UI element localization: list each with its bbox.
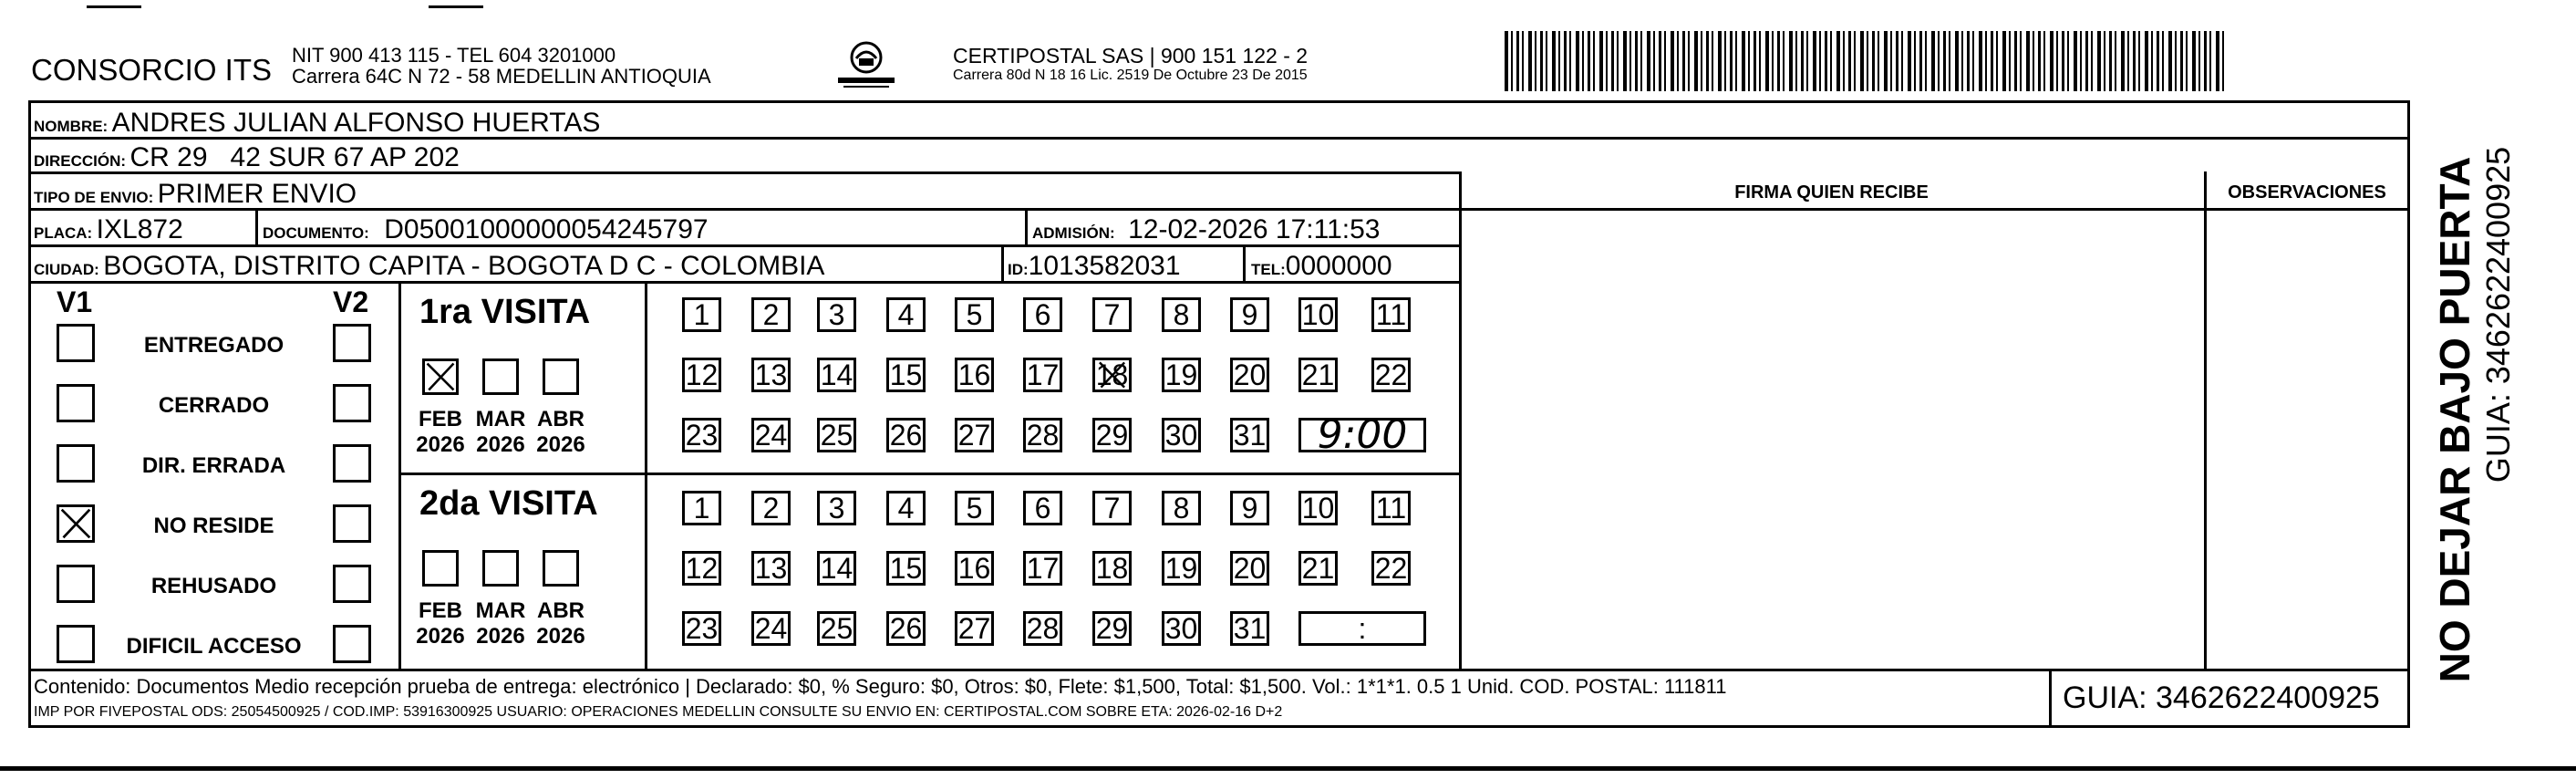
day-box[interactable] (955, 551, 994, 586)
day-number: 12 (685, 358, 719, 391)
footer-print-info: IMP POR FIVEPOSTAL ODS: 25054500925 / COD.IMP: 53916300925 USUARIO: OPERACIONES MEDELLIN CONSULTE SU ENVIO EN: CERTIPOSTAL.COM SOBRE ETA: 2026-02-16 D+2 (34, 704, 1283, 720)
v1-checkbox[interactable] (57, 565, 95, 603)
plate: IXL872 (96, 214, 183, 244)
day-number: 17 (1026, 358, 1060, 391)
day-box[interactable] (682, 418, 721, 452)
v2-checkbox[interactable] (333, 384, 371, 422)
v2-checkbox[interactable] (333, 565, 371, 603)
day-box[interactable] (1023, 418, 1062, 452)
day-number: 20 (1233, 552, 1267, 585)
recipient-address: CR 29 42 SUR 67 AP 202 (129, 142, 460, 172)
day-box[interactable] (682, 491, 721, 525)
day-box[interactable] (1298, 491, 1338, 525)
day-number: 14 (820, 552, 853, 585)
month-year: 2026 (536, 431, 585, 457)
id-number: 1013582031 (1028, 251, 1181, 281)
day-box[interactable] (955, 418, 994, 452)
day-box[interactable] (1092, 297, 1132, 332)
month-name: FEB (419, 407, 462, 431)
day-box[interactable] (751, 358, 791, 392)
day-box[interactable] (817, 551, 856, 586)
day-box[interactable] (751, 491, 791, 525)
day-box[interactable] (1162, 611, 1201, 646)
time-box[interactable] (1298, 411, 1426, 458)
day-number: 26 (889, 419, 923, 452)
telephone: 0000000 (1285, 251, 1392, 281)
day-number: 19 (1164, 552, 1198, 585)
day-box[interactable] (1162, 418, 1201, 452)
day-number: 13 (754, 358, 788, 391)
month-label (533, 598, 588, 649)
scan-mark (429, 5, 483, 8)
recipient-name: ANDRES JULIAN ALFONSO HUERTAS (111, 108, 601, 138)
day-number: 18 (1095, 358, 1129, 391)
day-box[interactable] (886, 551, 926, 586)
day-number: 7 (1103, 298, 1121, 331)
direccion-label: DIRECCIÓN: (34, 152, 127, 170)
day-number: 17 (1026, 552, 1060, 585)
month-year: 2026 (476, 431, 525, 457)
document-number: D05001000000054245797 (384, 214, 709, 244)
month-name: MAR (475, 598, 526, 623)
month-name: ABR (537, 598, 585, 623)
day-number: 28 (1026, 419, 1060, 452)
day-number: 22 (1374, 552, 1408, 585)
status-label: CERRADO (158, 393, 270, 418)
month-label (413, 598, 468, 649)
day-number: 21 (1301, 552, 1335, 585)
day-box[interactable] (1092, 551, 1132, 586)
tel-label: TEL: (1251, 261, 1286, 278)
day-number: 26 (889, 612, 923, 645)
day-number: 31 (1233, 612, 1267, 645)
day-box[interactable] (1230, 551, 1269, 586)
day-box[interactable] (1371, 491, 1411, 525)
no-dejar-bajo-puerta: NO DEJAR BAJO PUERTA (2431, 156, 2478, 683)
day-box[interactable] (955, 611, 994, 646)
v1-checkbox[interactable] (57, 504, 95, 543)
day-number: 19 (1164, 358, 1198, 391)
day-box[interactable] (1023, 491, 1062, 525)
vertical-guia: GUIA: 3462622400925 (2479, 146, 2517, 483)
day-number: 1 (693, 492, 710, 525)
v2-checkbox[interactable] (333, 504, 371, 543)
day-box[interactable] (955, 491, 994, 525)
month-label (413, 407, 468, 457)
day-box[interactable] (886, 297, 926, 332)
day-number: 4 (897, 298, 915, 331)
month-name: ABR (537, 407, 585, 431)
month-checkbox[interactable] (422, 358, 459, 395)
day-number: 3 (828, 492, 845, 525)
day-number: 29 (1095, 612, 1129, 645)
day-number: 16 (957, 552, 991, 585)
day-box[interactable] (1023, 551, 1062, 586)
barcode (1505, 31, 2225, 91)
day-number: 30 (1164, 612, 1198, 645)
day-number: 3 (828, 298, 845, 331)
day-number: 24 (754, 612, 788, 645)
tipo-label: TIPO DE ENVIO: (34, 189, 154, 206)
city: BOGOTA, DISTRITO CAPITA - BOGOTA D C - COLOMBIA (103, 251, 825, 281)
day-box[interactable] (1230, 611, 1269, 646)
v1-checkbox[interactable] (57, 324, 95, 362)
v1-checkbox[interactable] (57, 384, 95, 422)
day-box[interactable] (886, 491, 926, 525)
month-name: MAR (475, 407, 526, 431)
admision-label: ADMISIÓN: (1032, 224, 1115, 242)
day-number: 10 (1301, 492, 1335, 525)
day-number: 11 (1375, 492, 1407, 525)
v2-checkbox[interactable] (333, 625, 371, 663)
day-box[interactable] (751, 297, 791, 332)
status-label: DIR. ERRADA (141, 453, 286, 478)
day-number: 24 (754, 419, 788, 452)
day-number: 5 (966, 298, 983, 331)
day-box[interactable] (1023, 297, 1062, 332)
month-checkbox[interactable] (422, 550, 459, 587)
month-checkbox[interactable] (482, 358, 519, 395)
footer-guia: GUIA: 3462622400925 (2063, 680, 2380, 715)
id-label: ID: (1008, 261, 1029, 278)
day-number: 7 (1103, 492, 1121, 525)
day-box[interactable] (1162, 551, 1201, 586)
status-label: REHUSADO (150, 574, 277, 598)
day-number: 27 (957, 419, 991, 452)
day-box[interactable] (1298, 297, 1338, 332)
day-number: 16 (957, 358, 991, 391)
v1-checkbox[interactable] (57, 625, 95, 663)
v2-checkbox[interactable] (333, 324, 371, 362)
day-number: 23 (685, 612, 719, 645)
day-box[interactable] (1230, 418, 1269, 452)
day-box[interactable] (1230, 297, 1269, 332)
day-number: 4 (897, 492, 915, 525)
certipostal-logo (834, 40, 898, 91)
day-box[interactable] (682, 611, 721, 646)
day-number: 15 (889, 552, 923, 585)
day-box[interactable] (1023, 358, 1062, 392)
day-box[interactable] (1023, 611, 1062, 646)
time-box[interactable] (1298, 611, 1426, 646)
day-box[interactable] (955, 358, 994, 392)
month-label (533, 407, 588, 457)
v2-heading: V2 (333, 286, 369, 318)
day-box[interactable] (1092, 611, 1132, 646)
day-number: 25 (820, 419, 853, 452)
day-box[interactable] (1298, 358, 1338, 392)
day-number: 14 (820, 358, 853, 391)
day-number: 21 (1301, 358, 1335, 391)
day-number: 20 (1233, 358, 1267, 391)
day-box[interactable] (751, 611, 791, 646)
placa-label: PLACA: (34, 224, 93, 242)
day-number: 12 (685, 552, 719, 585)
observaciones-heading: OBSERVACIONES (2228, 182, 2386, 203)
day-box[interactable] (1371, 551, 1411, 586)
month-name: FEB (419, 598, 462, 623)
day-number: 31 (1233, 419, 1267, 452)
day-box[interactable] (817, 418, 856, 452)
day-number: 6 (1034, 492, 1051, 525)
day-box[interactable] (1230, 358, 1269, 392)
v2-checkbox[interactable] (333, 444, 371, 483)
day-box[interactable] (1162, 491, 1201, 525)
carrier-line: CERTIPOSTAL SAS | 900 151 122 - 2 (953, 44, 1309, 68)
day-box[interactable] (1092, 418, 1132, 452)
month-year: 2026 (476, 623, 525, 649)
visit-title: 2da VISITA (419, 484, 598, 523)
day-number: 18 (1095, 552, 1129, 585)
scan-mark (87, 5, 141, 8)
day-number: 30 (1164, 419, 1198, 452)
day-box[interactable] (886, 611, 926, 646)
day-box[interactable] (682, 551, 721, 586)
visit-title: 1ra VISITA (419, 293, 591, 331)
day-number: 13 (754, 552, 788, 585)
day-number: 2 (762, 492, 780, 525)
day-number: 1 (693, 298, 710, 331)
month-checkbox[interactable] (482, 550, 519, 587)
day-number: 29 (1095, 419, 1129, 452)
month-year: 2026 (416, 431, 465, 457)
day-box[interactable] (751, 418, 791, 452)
day-box[interactable] (886, 418, 926, 452)
day-box[interactable] (1092, 491, 1132, 525)
company-name: CONSORCIO ITS (31, 53, 273, 87)
day-box[interactable] (682, 358, 721, 392)
day-number: 9 (1241, 492, 1258, 525)
day-number: 10 (1301, 298, 1335, 331)
day-box[interactable] (1162, 297, 1201, 332)
carrier-address: Carrera 80d N 18 16 Lic. 2519 De Octubre 23 De 2015 (953, 68, 1308, 83)
day-box[interactable] (817, 491, 856, 525)
month-checkbox[interactable] (543, 358, 579, 395)
nit-line: NIT 900 413 115 - TEL 604 3201000 (292, 44, 616, 67)
day-box[interactable] (1298, 551, 1338, 586)
day-box[interactable] (817, 297, 856, 332)
nombre-label: NOMBRE: (34, 118, 109, 135)
visit-time: 9:00 (1317, 411, 1408, 458)
month-year: 2026 (416, 623, 465, 649)
day-box[interactable] (1092, 358, 1132, 392)
month-label (473, 407, 528, 457)
day-number: 28 (1026, 612, 1060, 645)
scan-mark (0, 766, 2576, 771)
day-number: 8 (1173, 492, 1190, 525)
month-label (473, 598, 528, 649)
day-box[interactable] (682, 297, 721, 332)
footer-content: Contenido: Documentos Medio recepción prueba de entrega: electrónico | Declarado: $0, % Seguro: $0, Otros: $0, Flete: $1,500, Total: $1,500. Vol.: 1*1*1. 0.5 1 Unid. COD. POSTAL: 111811 (34, 675, 1727, 698)
v1-heading: V1 (57, 286, 93, 318)
day-box[interactable] (955, 297, 994, 332)
day-number: 11 (1375, 298, 1407, 331)
visit-time: : (1358, 612, 1367, 645)
day-number: 27 (957, 612, 991, 645)
firma-heading: FIRMA QUIEN RECIBE (1734, 182, 1929, 203)
documento-label: DOCUMENTO: (263, 224, 369, 242)
day-number: 25 (820, 612, 853, 645)
status-label: ENTREGADO (143, 333, 284, 358)
day-box[interactable] (1371, 358, 1411, 392)
v1-checkbox[interactable] (57, 444, 95, 483)
day-number: 15 (889, 358, 923, 391)
month-year: 2026 (536, 623, 585, 649)
day-number: 8 (1173, 298, 1190, 331)
day-number: 5 (966, 492, 983, 525)
day-number: 6 (1034, 298, 1051, 331)
ciudad-label: CIUDAD: (34, 261, 99, 278)
status-label: NO RESIDE (153, 514, 274, 538)
status-label: DIFICIL ACCESO (126, 634, 302, 659)
day-number: 22 (1374, 358, 1408, 391)
day-box[interactable] (886, 358, 926, 392)
day-number: 23 (685, 419, 719, 452)
day-number: 2 (762, 298, 780, 331)
day-box[interactable] (1162, 358, 1201, 392)
day-box[interactable] (817, 358, 856, 392)
day-box[interactable] (751, 551, 791, 586)
day-box[interactable] (1230, 491, 1269, 525)
address-line: Carrera 64C N 72 - 58 MEDELLIN ANTIOQUIA (292, 65, 711, 88)
shipping-type: PRIMER ENVIO (157, 179, 357, 209)
day-number: 9 (1241, 298, 1258, 331)
day-box[interactable] (1371, 297, 1411, 332)
day-box[interactable] (817, 611, 856, 646)
month-checkbox[interactable] (543, 550, 579, 587)
admission-date: 12-02-2026 17:11:53 (1128, 214, 1381, 244)
